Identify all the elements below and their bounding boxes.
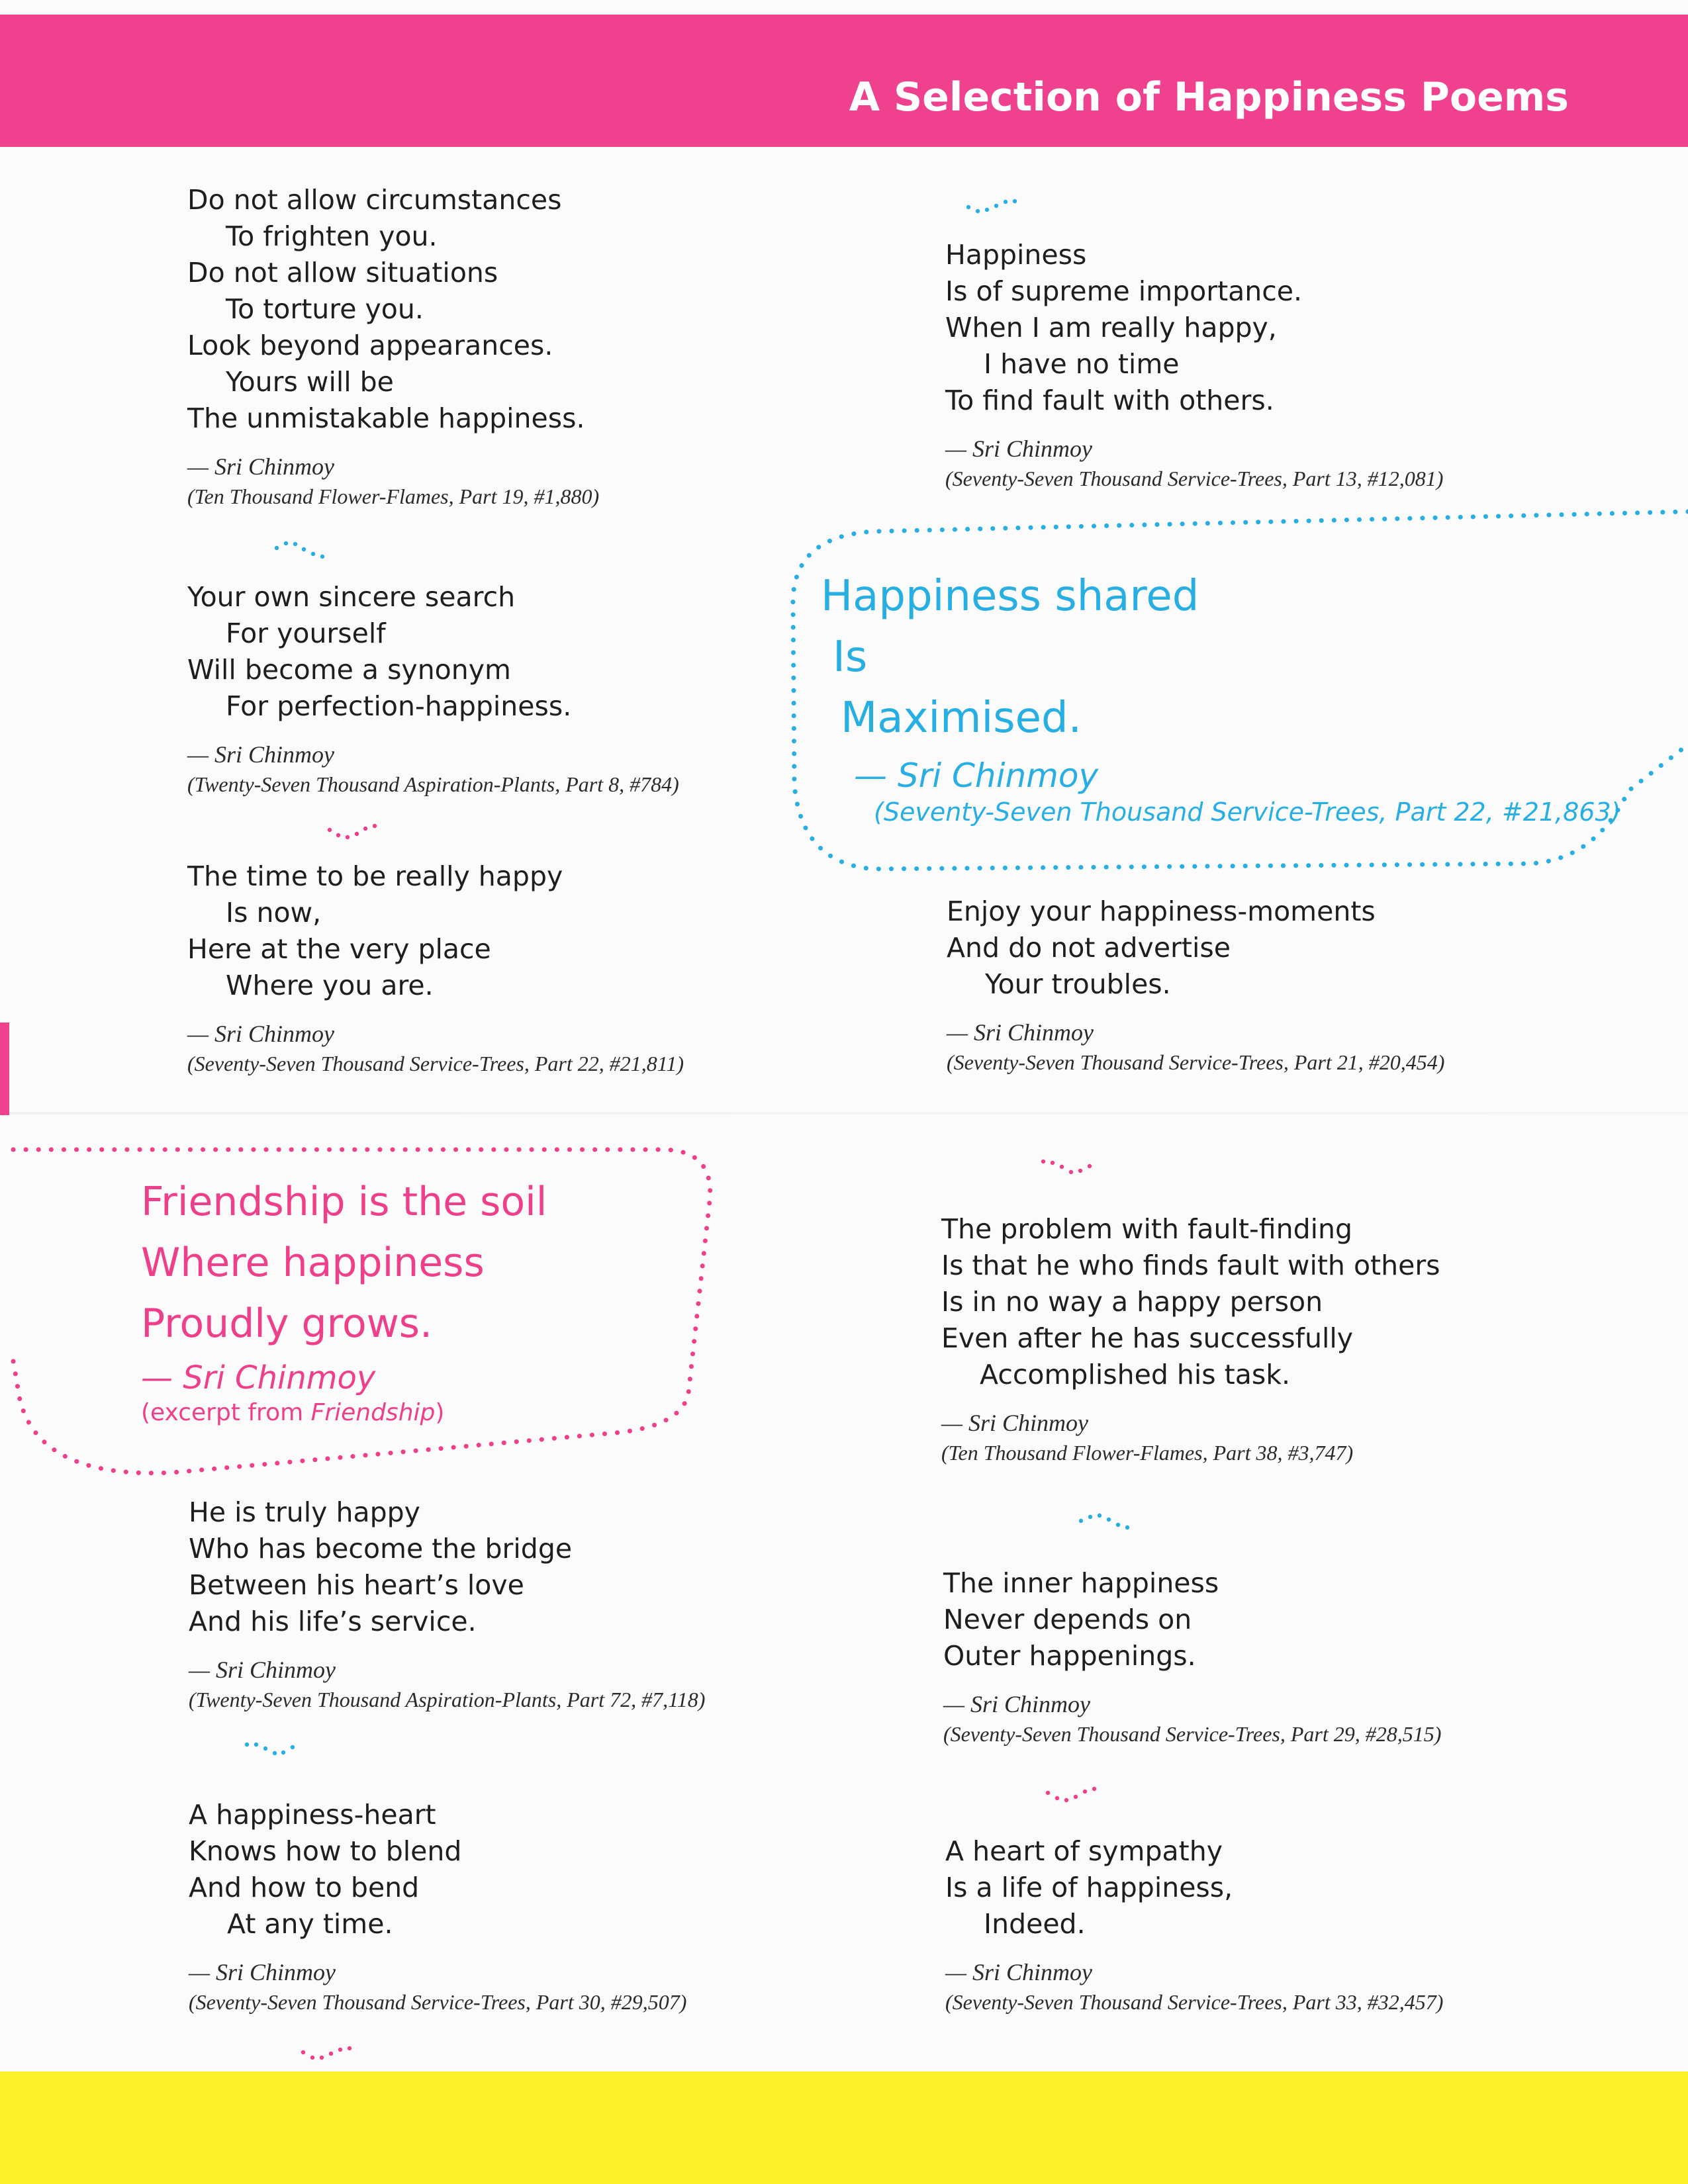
poem-source: (Ten Thousand Flower-Flames, Part 38, #3,747) [941, 1441, 1354, 1465]
poem-line: Never depends on [943, 1604, 1192, 1635]
poem-line: Is in no way a happy person [941, 1286, 1323, 1318]
poem-author: — Sri Chinmoy [941, 1410, 1089, 1436]
source-suffix: ) [435, 1399, 445, 1426]
poem-line: Between his heart’s love [189, 1569, 524, 1601]
poem-line: And do not advertise [947, 932, 1231, 964]
poem-line: Here at the very place [187, 933, 491, 965]
poem-line: Even after he has successfully [941, 1322, 1354, 1354]
featured-quote-author: — Sri Chinmoy [141, 1359, 376, 1396]
poem-author: — Sri Chinmoy [189, 1657, 336, 1683]
poem-line: Is that he who finds fault with others [941, 1250, 1440, 1281]
poem-line: Is now, [226, 897, 322, 929]
featured-quote-line: Is [833, 633, 868, 682]
poem-line: And how to bend [189, 1872, 420, 1903]
footer-band [0, 2071, 1688, 2184]
dot-ornament-pink [1038, 1155, 1104, 1181]
poem-card [187, 858, 684, 1078]
poem-card [187, 182, 599, 511]
poem-line: When I am really happy, [945, 312, 1277, 343]
featured-quote-source [141, 1399, 547, 1426]
poem-author: — Sri Chinmoy [187, 1021, 335, 1047]
poem-source: (Seventy-Seven Thousand Service-Trees, Part 21, #20,454) [947, 1050, 1445, 1074]
featured-quote-line: Happiness shared [821, 572, 1199, 621]
poem-source: (Ten Thousand Flower-Flames, Part 19, #1,880) [187, 484, 600, 508]
featured-quote-source: (Seventy-Seven Thousand Service-Trees, Part 22, #21,863) [874, 797, 1621, 827]
poem-source: (Seventy-Seven Thousand Service-Trees, Part 22, #21,811) [187, 1052, 684, 1075]
featured-quote-line: Maximised. [841, 694, 1082, 743]
poem-source: (Seventy-Seven Thousand Service-Trees, Part 13, #12,081) [945, 467, 1444, 490]
poem-line: Will become a synonym [187, 654, 511, 686]
poem-line: The inner happiness [943, 1567, 1219, 1599]
dot-ornament-pink [298, 2042, 364, 2068]
source-title: Friendship [310, 1399, 436, 1426]
poem-card [941, 1211, 1440, 1467]
poem-line: Is a life of happiness, [945, 1872, 1233, 1903]
poem-card [945, 237, 1443, 493]
poem-line: Is of supreme importance. [945, 275, 1303, 307]
poem-line: Where you are. [226, 970, 434, 1001]
poem-line: A heart of sympathy [945, 1835, 1223, 1867]
poem-line: For perfection-happiness. [226, 690, 572, 722]
poem-author: — Sri Chinmoy [945, 1959, 1093, 1985]
poem-line: He is truly happy [189, 1496, 420, 1528]
poem-line: Yours will be [226, 366, 394, 398]
poem-author: — Sri Chinmoy [187, 741, 335, 768]
page-fold [0, 1112, 1688, 1115]
page-title: A Selection of Happiness Poems [849, 74, 1569, 120]
poem-source: (Seventy-Seven Thousand Service-Trees, Part 29, #28,515) [943, 1722, 1442, 1746]
poem-author: — Sri Chinmoy [947, 1019, 1094, 1046]
poem-card [189, 1494, 705, 1714]
poem-line: To torture you. [226, 293, 424, 325]
dot-ornament-cyan [271, 537, 338, 564]
poem-source: (Twenty-Seven Thousand Aspiration-Plants, Part 72, #7,118) [189, 1688, 706, 1711]
poem-line: The problem with fault-finding [941, 1213, 1353, 1245]
dot-ornament-cyan [963, 195, 1029, 222]
poem-line: To find fault with others. [945, 385, 1274, 416]
featured-quote-cyan [821, 566, 1620, 827]
poem-source: (Seventy-Seven Thousand Service-Trees, Part 33, #32,457) [945, 1990, 1444, 2014]
poem-line: Do not allow circumstances [187, 184, 562, 216]
poem-card [187, 579, 679, 799]
poem-line: Do not allow situations [187, 257, 498, 289]
poem-line: At any time. [227, 1908, 393, 1940]
dot-ornament-pink [1043, 1784, 1109, 1810]
featured-quote-line: Friendship is the soil [141, 1179, 547, 1225]
poem-line: Your troubles. [985, 968, 1171, 1000]
poem-card [945, 1833, 1443, 2017]
left-edge-strip [0, 1023, 9, 1115]
poem-author: — Sri Chinmoy [945, 435, 1093, 462]
poem-source: (Seventy-Seven Thousand Service-Trees, Part 30, #29,507) [189, 1990, 687, 2014]
poem-card [189, 1797, 686, 2017]
poem-line: Knows how to blend [189, 1835, 462, 1867]
featured-quote-pink [141, 1171, 547, 1426]
poem-line: Your own sincere search [187, 581, 516, 613]
poem-line: The time to be really happy [187, 860, 563, 892]
poem-line: Look beyond appearances. [187, 330, 553, 361]
poem-line: For yourself [226, 617, 386, 649]
poem-line: Who has become the bridge [189, 1533, 573, 1565]
poem-card [943, 1565, 1441, 1749]
poem-line: To frighten you. [226, 220, 438, 252]
source-prefix: (excerpt from [141, 1399, 311, 1426]
poem-author: — Sri Chinmoy [943, 1691, 1091, 1717]
poem-card [947, 893, 1444, 1077]
dot-ornament-cyan [242, 1735, 308, 1762]
poem-author: — Sri Chinmoy [187, 453, 335, 480]
dot-ornament-pink [324, 821, 391, 847]
featured-quote-line: Proudly grows. [141, 1300, 433, 1347]
poem-line: And his life’s service. [189, 1606, 477, 1637]
featured-quote-line: Where happiness [141, 1240, 485, 1286]
poem-line: A happiness-heart [189, 1799, 436, 1831]
poem-line: Outer happenings. [943, 1640, 1196, 1672]
poem-line: Enjoy your happiness-moments [947, 895, 1376, 927]
poem-line: The unmistakable happiness. [187, 402, 585, 434]
featured-quote-author: — Sri Chinmoy [854, 756, 1099, 795]
poem-line: Accomplished his task. [980, 1359, 1290, 1390]
poem-source: (Twenty-Seven Thousand Aspiration-Plants, Part 8, #784) [187, 772, 679, 796]
poem-line: I have no time [984, 348, 1180, 380]
dot-ornament-cyan [1076, 1509, 1142, 1535]
poem-line: Happiness [945, 239, 1087, 271]
poem-author: — Sri Chinmoy [189, 1959, 336, 1985]
poem-line: Indeed. [984, 1908, 1086, 1940]
